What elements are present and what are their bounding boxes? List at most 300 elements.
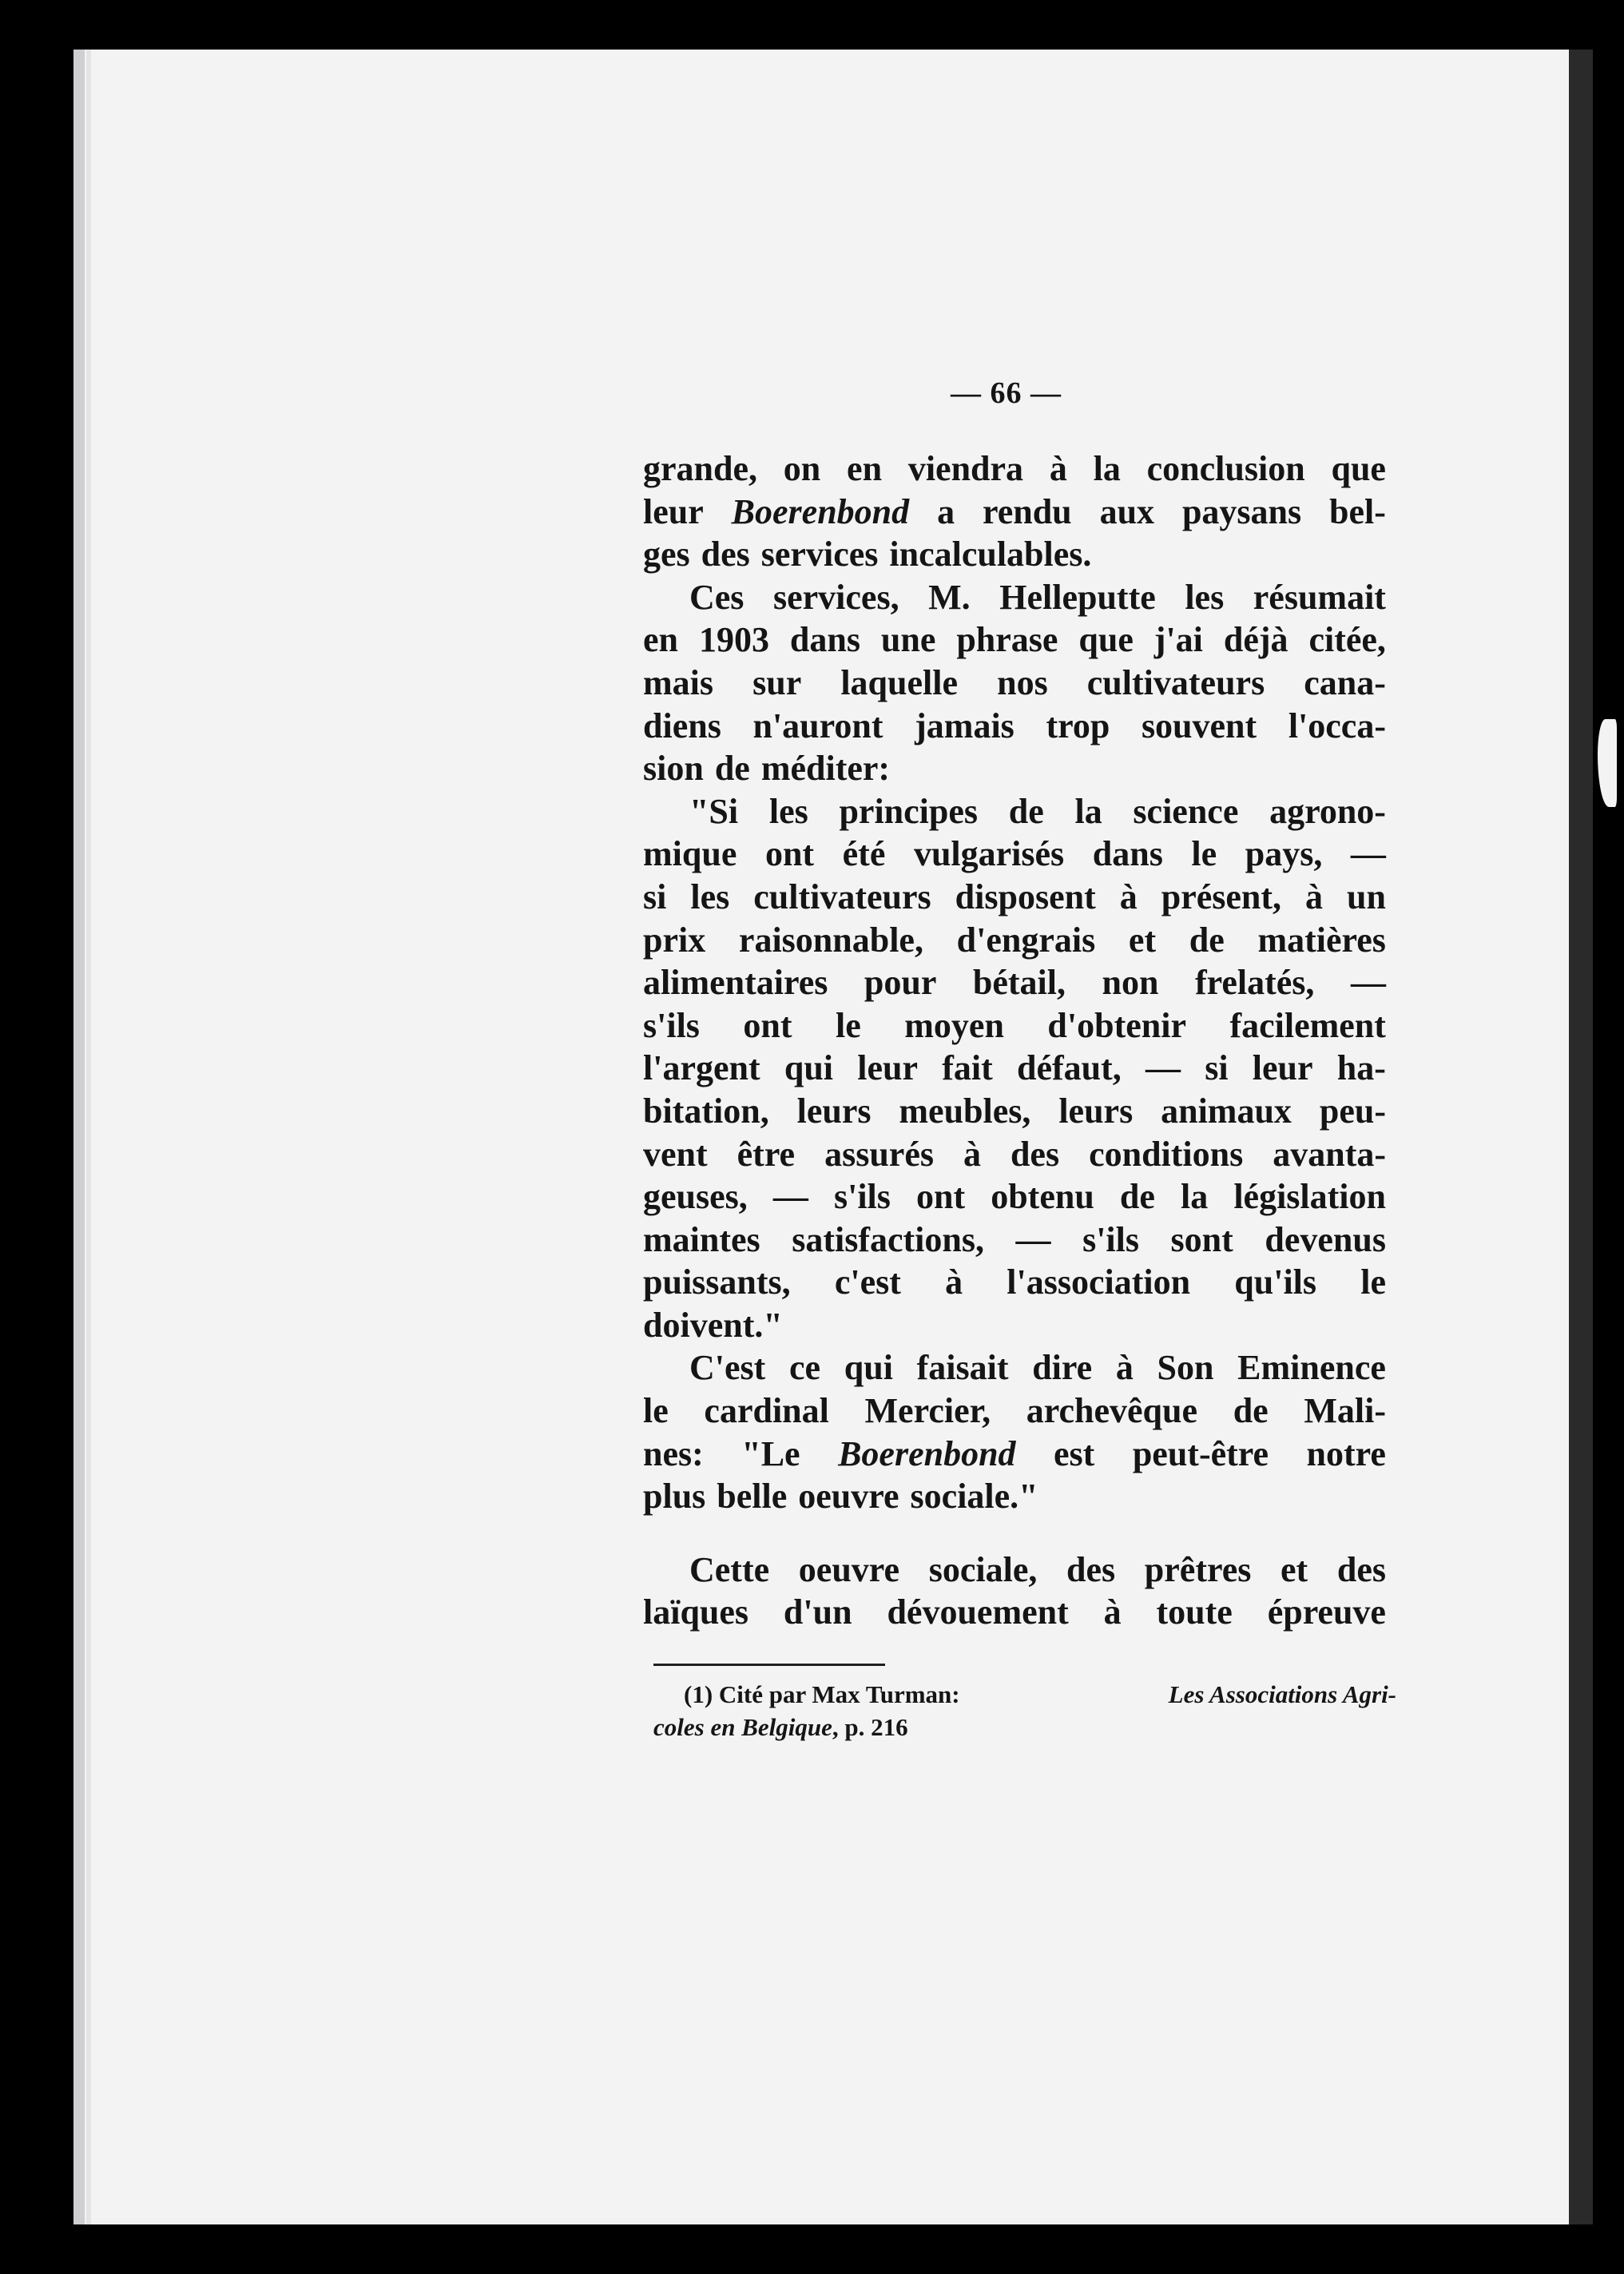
- word: [1307, 1433, 1386, 1476]
- word: [715, 747, 750, 790]
- word: [717, 1475, 787, 1518]
- word: [643, 1047, 760, 1090]
- word: [789, 1346, 820, 1389]
- text-run: —: [1350, 834, 1386, 874]
- word: [956, 618, 1058, 662]
- word: [1331, 447, 1385, 491]
- text-run: diens: [643, 706, 721, 745]
- word: [784, 447, 820, 491]
- word: [843, 833, 886, 876]
- text-line: [643, 1475, 1386, 1518]
- text-run: geuses,: [643, 1177, 748, 1217]
- word: [761, 747, 890, 790]
- word: [1189, 919, 1225, 962]
- text-run: ha-: [1336, 1048, 1386, 1088]
- text-run: grande,: [643, 449, 757, 488]
- word: [1195, 961, 1314, 1004]
- text-run: science: [1133, 791, 1239, 831]
- word: [643, 1433, 704, 1476]
- text-run: fait: [942, 1048, 993, 1088]
- text-run: peut-être: [1132, 1433, 1269, 1473]
- word: [792, 1218, 984, 1262]
- word: [1120, 1175, 1155, 1218]
- word: [839, 790, 978, 833]
- word: [1329, 491, 1386, 534]
- word: [1337, 1548, 1386, 1592]
- word: [1146, 1047, 1181, 1090]
- word: [824, 1133, 934, 1176]
- word: [928, 576, 971, 619]
- text-run: cardinal: [704, 1391, 829, 1431]
- word: [1016, 1218, 1051, 1262]
- text-run: —: [1350, 963, 1386, 1003]
- text-run: dans: [1092, 834, 1163, 874]
- text-run: viendra: [907, 449, 1024, 488]
- text-run: prix: [643, 920, 706, 960]
- text-line: [643, 790, 1386, 833]
- word: [1182, 491, 1301, 534]
- text-run: à: [1115, 1348, 1134, 1388]
- word: [1304, 1389, 1386, 1433]
- text-run: dans: [789, 620, 860, 660]
- word: [769, 790, 808, 833]
- text-run: ce: [789, 1348, 821, 1388]
- footnote-title-part-2: coles en Belgique: [653, 1713, 832, 1741]
- word: [1320, 1090, 1386, 1133]
- word: [881, 618, 935, 662]
- word: [1229, 1004, 1385, 1048]
- text-run: pays,: [1245, 834, 1323, 874]
- word: [917, 1346, 1009, 1389]
- word: [836, 1004, 861, 1048]
- text-run: de: [1189, 920, 1225, 960]
- paragraph-gap: [643, 1518, 1386, 1548]
- text-line: [643, 576, 1386, 619]
- text-run: laquelle: [840, 662, 958, 702]
- text-run: services,: [773, 577, 899, 617]
- text-run: principes: [839, 791, 979, 831]
- text-run: doivent.": [643, 1305, 783, 1345]
- text-line: [643, 1433, 1386, 1476]
- word: [1281, 1548, 1308, 1592]
- word: [1032, 1346, 1092, 1389]
- text-run: une: [880, 620, 936, 660]
- word: [1171, 1218, 1233, 1262]
- word: [732, 491, 909, 534]
- text-run: puissants,: [643, 1262, 791, 1302]
- text-run: prêtres: [1144, 1549, 1252, 1589]
- word: [835, 1261, 901, 1304]
- text-run: mique: [643, 834, 737, 874]
- page-right-shadow: [1569, 50, 1593, 2224]
- text-run: Son: [1157, 1348, 1214, 1388]
- text-run: avanta-: [1273, 1134, 1386, 1174]
- word: [834, 1175, 891, 1218]
- text-run: et: [1128, 920, 1157, 960]
- text-run: conditions: [1089, 1134, 1244, 1174]
- text-run: incalculables.: [889, 535, 1092, 574]
- text-line: [643, 1346, 1386, 1389]
- text-line: [643, 1591, 1386, 1634]
- word: [689, 1346, 765, 1389]
- text-line: [643, 1548, 1386, 1592]
- word: [643, 833, 737, 876]
- body-text: [643, 447, 1386, 1634]
- word: [973, 961, 1066, 1004]
- word: [1288, 705, 1386, 748]
- word: [690, 876, 729, 919]
- text-run: qui: [784, 1048, 834, 1088]
- word: [914, 833, 1064, 876]
- text-line: [643, 961, 1386, 1004]
- text-run: cultivateurs: [1086, 662, 1265, 702]
- text-run: en: [643, 620, 678, 660]
- text-run: des: [701, 535, 750, 574]
- word: [765, 833, 814, 876]
- word: [1185, 576, 1224, 619]
- text-run: c'est: [834, 1262, 901, 1302]
- word: [643, 1004, 700, 1048]
- word: [1233, 1175, 1386, 1218]
- text-run: —: [772, 1177, 808, 1217]
- text-run: paysans: [1181, 491, 1302, 531]
- text-run: bitation,: [643, 1091, 769, 1131]
- word: [887, 1591, 1068, 1634]
- text-run: à: [963, 1134, 981, 1174]
- text-run: l'occa-: [1288, 706, 1386, 745]
- text-run: dire: [1032, 1348, 1093, 1388]
- text-run: moyen: [904, 1005, 1004, 1045]
- text-run: défaut,: [1016, 1048, 1122, 1088]
- word: [1253, 576, 1386, 619]
- text-run: ges: [643, 535, 690, 574]
- text-run: Mali-: [1304, 1391, 1386, 1431]
- word: [1133, 1433, 1269, 1476]
- text-run: oeuvre: [798, 1549, 900, 1589]
- text-run: qu'ils: [1234, 1262, 1317, 1302]
- text-run: d'obtenir: [1047, 1005, 1186, 1045]
- text-line: [643, 1389, 1386, 1433]
- word: [1268, 1591, 1386, 1634]
- text-run: maintes: [643, 1219, 760, 1259]
- word: [1007, 1261, 1190, 1304]
- word: [908, 447, 1023, 491]
- text-run: notre: [1306, 1433, 1386, 1473]
- word: [1050, 447, 1067, 491]
- footnote-rule: [653, 1664, 885, 1666]
- text-run: des: [1336, 1549, 1386, 1589]
- text-line: [643, 1090, 1386, 1133]
- text-run: leurs: [1058, 1091, 1134, 1131]
- word: [857, 1047, 918, 1090]
- text-run: la: [1074, 791, 1102, 831]
- word: [643, 1090, 769, 1133]
- text-run: mais: [643, 662, 713, 702]
- text-run: que: [1078, 620, 1134, 660]
- word: [983, 491, 1072, 534]
- text-run: animaux: [1161, 1091, 1292, 1131]
- word: [699, 618, 769, 662]
- text-run: qui: [844, 1348, 893, 1388]
- text-run: satisfactions,: [792, 1219, 984, 1259]
- page-tear: [1598, 719, 1617, 807]
- word: [753, 876, 931, 919]
- word: [1245, 833, 1323, 876]
- word: [1082, 1218, 1139, 1262]
- word: [704, 1389, 828, 1433]
- word: [899, 1090, 1030, 1133]
- word: [1304, 662, 1386, 705]
- word: [1093, 833, 1163, 876]
- word: [643, 491, 704, 534]
- text-run: oeuvre: [798, 1477, 899, 1517]
- word: [840, 662, 958, 705]
- text-run: facilement: [1229, 1005, 1386, 1045]
- word: [1157, 1591, 1233, 1634]
- text-run: aux: [1099, 491, 1155, 531]
- text-line: [643, 618, 1386, 662]
- word: [689, 576, 744, 619]
- word: [999, 576, 1156, 619]
- text-run: agrono-: [1269, 791, 1386, 831]
- word: [865, 1389, 991, 1433]
- word: [1058, 1090, 1133, 1133]
- text-run: à: [1305, 877, 1324, 916]
- text-run: que: [1331, 449, 1386, 488]
- word: [1100, 491, 1154, 534]
- text-run: raisonnable,: [738, 920, 923, 960]
- word: [1066, 1548, 1115, 1592]
- text-run: n'auront: [752, 706, 883, 745]
- word: [1120, 876, 1138, 919]
- text-run: sociale,: [928, 1549, 1038, 1589]
- text-line: [643, 833, 1386, 876]
- text-run: de: [714, 749, 750, 789]
- text-run: ont: [764, 834, 815, 874]
- text-run: est: [1054, 1433, 1095, 1473]
- text-run: la: [1180, 1177, 1209, 1217]
- text-run: faisait: [916, 1348, 1009, 1388]
- text-line: [643, 447, 1386, 491]
- text-run: Cette: [689, 1549, 770, 1589]
- text-run: nos: [997, 662, 1048, 702]
- word: [1116, 1346, 1134, 1389]
- word: [955, 876, 1096, 919]
- text-run: sur: [752, 662, 802, 702]
- text-run: j'ai: [1153, 620, 1203, 660]
- text-run: des: [1010, 1134, 1060, 1174]
- text-run: à: [1049, 449, 1067, 488]
- word: [838, 1433, 1015, 1476]
- word: [963, 1133, 981, 1176]
- word: [889, 533, 1091, 576]
- text-run: phrase: [956, 620, 1058, 660]
- text-run: s'ils: [1082, 1219, 1139, 1259]
- text-run: "Le: [741, 1433, 800, 1473]
- word: [643, 919, 705, 962]
- text-line: [643, 1133, 1386, 1176]
- word: [937, 491, 955, 534]
- footnote-line-2-text: [653, 1711, 908, 1743]
- italic-run: Boerenbond: [838, 1433, 1016, 1473]
- word: [1308, 618, 1385, 662]
- text-run: leur: [1252, 1048, 1313, 1088]
- footnote: [653, 1678, 1396, 1743]
- text-run: "Si: [689, 791, 739, 831]
- text-run: le: [836, 1005, 861, 1045]
- footnote-page-ref: , p. 216: [832, 1713, 908, 1741]
- text-run: 1903: [698, 620, 769, 660]
- text-run: législation: [1233, 1177, 1386, 1217]
- word: [1142, 705, 1257, 748]
- word: [773, 1175, 808, 1218]
- text-run: à: [1119, 877, 1138, 916]
- text-run: résumait: [1253, 577, 1386, 617]
- text-run: être: [737, 1134, 796, 1174]
- word: [1147, 447, 1305, 491]
- text-run: le: [643, 1391, 669, 1431]
- word: [1205, 1047, 1228, 1090]
- word: [798, 1475, 899, 1518]
- word: [904, 1004, 1004, 1048]
- word: [689, 790, 738, 833]
- text-line: [643, 1304, 1386, 1347]
- text-run: déjà: [1223, 620, 1288, 660]
- text-run: s'ils: [643, 1005, 700, 1045]
- word: [864, 961, 936, 1004]
- word: [743, 1004, 792, 1048]
- text-run: en: [847, 449, 883, 488]
- word: [1089, 1133, 1243, 1176]
- word: [1233, 1389, 1269, 1433]
- text-run: épreuve: [1267, 1592, 1386, 1632]
- word: [1133, 790, 1238, 833]
- word: [1157, 1346, 1214, 1389]
- text-run: jamais: [915, 706, 1015, 745]
- word: [643, 1175, 748, 1218]
- text-run: ont: [915, 1177, 966, 1217]
- text-run: été: [842, 834, 886, 874]
- page-binding-edge: [86, 50, 91, 2224]
- word: [1011, 1133, 1059, 1176]
- text-run: de: [1119, 1177, 1155, 1217]
- text-run: toute: [1156, 1592, 1233, 1632]
- text-run: disposent: [955, 877, 1096, 916]
- text-line: [643, 1004, 1386, 1048]
- word: [701, 533, 750, 576]
- word: [1145, 1548, 1252, 1592]
- footnote-prefix: (1) Cité par Max Turman:: [684, 1680, 967, 1708]
- text-run: la: [1093, 449, 1121, 488]
- word: [1026, 1389, 1197, 1433]
- text-run: cultivateurs: [753, 877, 931, 916]
- text-run: a: [937, 491, 955, 531]
- footnote-line-1: [653, 1678, 1396, 1711]
- word: [1253, 1047, 1313, 1090]
- text-run: bel-: [1329, 491, 1386, 531]
- text-run: sion: [643, 749, 704, 789]
- text-run: services: [760, 535, 879, 574]
- word: [643, 447, 757, 491]
- text-run: on: [783, 449, 821, 488]
- text-run: sociale.": [910, 1477, 1038, 1517]
- text-run: obtenu: [991, 1177, 1094, 1217]
- text-run: nes:: [643, 1433, 704, 1473]
- text-run: M.: [928, 577, 971, 617]
- word: [1351, 961, 1386, 1004]
- text-run: leurs: [796, 1091, 872, 1131]
- word: [643, 1133, 708, 1176]
- page-number: — 66 —: [951, 376, 1062, 410]
- word: [1351, 833, 1386, 876]
- word: [1017, 1047, 1122, 1090]
- text-run: à: [1103, 1592, 1122, 1632]
- word: [844, 1346, 893, 1389]
- word: [1237, 1346, 1386, 1389]
- text-run: Eminence: [1237, 1348, 1386, 1388]
- text-line: [643, 662, 1386, 705]
- text-line: [643, 919, 1386, 962]
- word: [1224, 618, 1288, 662]
- text-run: cana-: [1304, 662, 1386, 702]
- text-run: vulgarisés: [913, 834, 1065, 874]
- word: [847, 447, 882, 491]
- text-run: l'argent: [643, 1048, 760, 1088]
- text-run: plus: [643, 1477, 706, 1517]
- word: [991, 1175, 1094, 1218]
- word: [1161, 876, 1281, 919]
- text-run: vent: [643, 1134, 708, 1174]
- word: [1181, 1175, 1208, 1218]
- text-run: Helleputte: [999, 577, 1156, 617]
- word: [945, 1261, 963, 1304]
- text-run: C'est: [689, 1348, 766, 1388]
- text-run: à: [945, 1262, 963, 1302]
- word: [1360, 1261, 1386, 1304]
- word: [739, 919, 923, 962]
- word: [790, 618, 860, 662]
- word: [1102, 961, 1159, 1004]
- text-run: conclusion: [1146, 449, 1305, 488]
- word: [1257, 919, 1385, 962]
- word: [737, 1133, 795, 1176]
- word: [1046, 705, 1110, 748]
- word: [643, 533, 690, 576]
- text-run: leur: [643, 491, 704, 531]
- word: [773, 576, 899, 619]
- word: [784, 1591, 852, 1634]
- text-run: souvent: [1141, 706, 1257, 745]
- word: [643, 1304, 783, 1347]
- text-run: Mercier,: [864, 1391, 991, 1431]
- word: [911, 1475, 1038, 1518]
- word: [752, 705, 883, 748]
- word: [942, 1047, 993, 1090]
- text-run: trop: [1046, 706, 1110, 745]
- text-run: —: [1145, 1048, 1181, 1088]
- word: [643, 1389, 669, 1433]
- word: [643, 705, 721, 748]
- word: [1305, 876, 1323, 919]
- text-run: matières: [1257, 920, 1386, 960]
- word: [643, 1261, 791, 1304]
- text-run: dévouement: [887, 1592, 1069, 1632]
- text-run: le: [1360, 1262, 1386, 1302]
- text-run: présent,: [1161, 877, 1282, 916]
- word: [1347, 876, 1386, 919]
- text-run: meubles,: [899, 1091, 1031, 1131]
- word: [1054, 1433, 1094, 1476]
